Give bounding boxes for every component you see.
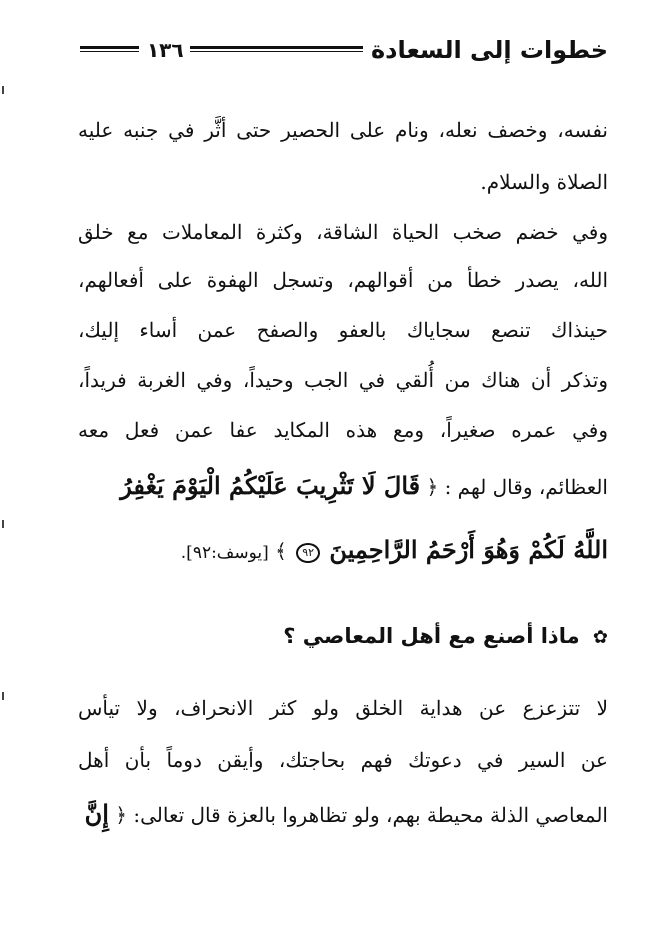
scan-margin-mark bbox=[2, 86, 4, 94]
paragraph-2-line-5: وفي عمره صغيراً، ومع هذه المكايد عفا عمن فعل معه bbox=[78, 418, 608, 442]
paragraph-1-line-2: الصلاة والسلام. bbox=[480, 170, 608, 194]
header-rule bbox=[190, 46, 363, 54]
quran-open-bracket: ﴿ bbox=[426, 475, 439, 499]
paragraph-2-line-6 bbox=[78, 464, 608, 508]
quran-verse-part-2: اللَّهُ لَكُمْ وَهُوَ أَرْحَمُ الرَّاحِمِينَ bbox=[329, 535, 608, 564]
paragraph-3-line-1: لا تتزعزع عن هداية الخلق ولو كثر الانحراف، ولا تيأس bbox=[78, 696, 608, 720]
surah-reference: [يوسف:٩٢]. bbox=[180, 543, 269, 563]
ayah-number-mark: ٩٢ bbox=[296, 543, 320, 563]
header-rule-short bbox=[80, 46, 139, 54]
flower-icon: ✿ bbox=[592, 627, 608, 648]
scan-margin-mark bbox=[2, 520, 4, 528]
paragraph-2-line-4: وتذكر أن هناك من أُلقي في الجب وحيداً، وفي الغربة فريداً، bbox=[78, 368, 608, 392]
section-heading bbox=[200, 614, 608, 658]
paragraph-2-line-3: حينذاك تنصع سجاياك بالعفو والصفح عمن أساء إليك، bbox=[78, 318, 608, 342]
section-heading-text: ماذا أصنع مع أهل المعاصي ؟ bbox=[283, 624, 580, 648]
paragraph-3-line-3 bbox=[78, 792, 608, 836]
lead-text: العظائم، وقال لهم : bbox=[444, 475, 608, 499]
page-number: ١٣٦ bbox=[146, 38, 184, 62]
book-title: خطوات إلى السعادة bbox=[371, 36, 608, 64]
paragraph-2-line-7 bbox=[78, 528, 608, 572]
quran-verse-part-1: قَالَ لَا تَثْرِيبَ عَلَيْكُمُ الْيَوْمَ يَغْفِرُ bbox=[120, 471, 421, 500]
paragraph-3-line-3-text: المعاصي الذلة محيطة بهم، ولو تظاهروا بالعزة قال تعالى: bbox=[133, 803, 608, 827]
quran-verse-start: إِنَّ bbox=[84, 799, 109, 828]
page-header bbox=[80, 30, 608, 70]
quran-open-bracket: ﴿ bbox=[115, 803, 127, 827]
paragraph-2-line-1: وفي خضم صخب الحياة الشاقة، وكثرة المعاملات مع خلق bbox=[78, 220, 608, 244]
paragraph-1-line-1: نفسه، وخصف نعله، ونام على الحصير حتى أثَّر في جنبه عليه bbox=[78, 118, 608, 142]
paragraph-3-line-2: عن السير في دعوتك فهم بحاجتك، وأيقن دوماً بأن أهل bbox=[78, 748, 608, 772]
paragraph-2-line-2: الله، يصدر خطأ من أقوالهم، وتسجل الهفوة على أفعالهم، bbox=[78, 268, 608, 292]
scan-margin-mark bbox=[2, 692, 4, 700]
quran-close-bracket: ﴾ bbox=[275, 539, 287, 563]
